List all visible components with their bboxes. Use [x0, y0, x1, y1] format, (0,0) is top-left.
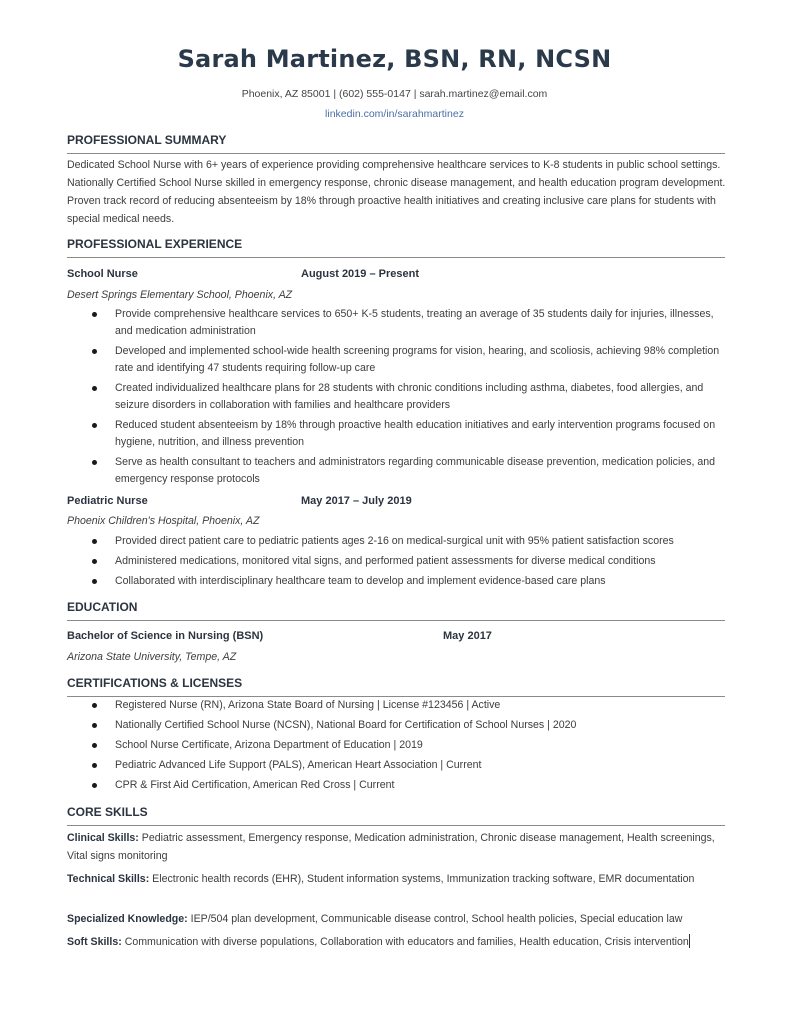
- bullet-item: Provided direct patient care to pediatric patients ages 2-16 on medical-surgical unit with 95% patient satisfaction scores: [0, 533, 721, 550]
- text-cursor: [689, 934, 690, 948]
- bullet-icon: [92, 423, 97, 428]
- bullet-icon: [92, 763, 97, 768]
- bullet-item: Created individualized healthcare plans for 28 students with chronic conditions including asthma, diabetes, food allergies, and seizure disorders in collaboration with families and healthcare providers: [0, 380, 721, 414]
- bullet-icon: [92, 703, 97, 708]
- certification-item: Nationally Certified School Nurse (NCSN), National Board for Certification of School Nurses | 2020: [0, 717, 721, 734]
- bullet-item: Developed and implemented school-wide health screening programs for vision, hearing, and scoliosis, achieving 98% completion rate and identifying 47 students requiring follow-up care: [0, 343, 721, 377]
- job-dates: May 2017 – July 2019: [301, 495, 412, 507]
- bullet-icon: [92, 386, 97, 391]
- bullet-icon: [92, 579, 97, 584]
- skill-group-technical: [67, 870, 727, 888]
- skill-list: Pediatric assessment, Emergency response, Medication administration, Chronic disease management, Health screenings, Vital signs monitoring: [67, 832, 715, 862]
- certification-item: Pediatric Advanced Life Support (PALS), American Heart Association | Current: [0, 757, 721, 774]
- bullet-item: Provide comprehensive healthcare services to 650+ K-5 students, treating an average of 35 students daily for injuries, illnesses, and medication administration: [0, 306, 721, 340]
- section-heading-education: EDUCATION: [67, 599, 725, 621]
- job-dates: August 2019 – Present: [301, 268, 419, 280]
- bullet-icon: [92, 723, 97, 728]
- bullet-item: Reduced student absenteeism by 18% through proactive health education initiatives and early intervention programs focused on hygiene, nutrition, and illness prevention: [0, 417, 721, 451]
- skill-group-specialized: [67, 910, 727, 928]
- bullet-icon: [92, 539, 97, 544]
- bullet-icon: [92, 460, 97, 465]
- contact-line: Phoenix, AZ 85001 | (602) 555-0147 | sarah.martinez@email.com: [241, 88, 548, 100]
- skill-label: Soft Skills:: [67, 936, 122, 948]
- job-bullets: [0, 306, 789, 488]
- bullet-icon: [92, 559, 97, 564]
- graduation-date: May 2017: [443, 630, 492, 642]
- skill-list: IEP/504 plan development, Communicable disease control, School health policies, Special education law: [187, 913, 683, 925]
- certification-item: CPR & First Aid Certification, American Red Cross | Current: [0, 777, 721, 794]
- skill-list: Communication with diverse populations, Collaboration with educators and families, Health education, Crisis intervention: [121, 936, 689, 948]
- job-title: Pediatric Nurse: [67, 495, 148, 507]
- summary-text: Dedicated School Nurse with 6+ years of experience providing comprehensive healthcare services to K-8 students in public school settings. Nationally Certified School Nurse skilled in emergency response, chronic disease management, and health education program development. Proven track record of reducing absenteeism by 18% through proactive health initiatives and creating inclusive care plans for students with special medical needs.: [67, 159, 726, 225]
- bullet-icon: [92, 783, 97, 788]
- skill-group-soft: [67, 933, 727, 951]
- job-organization: Desert Springs Elementary School, Phoenix, AZ: [67, 289, 293, 301]
- bullet-item: Serve as health consultant to teachers and administrators regarding communicable disease prevention, medication policies, and emergency response protocols: [0, 454, 721, 488]
- bullet-icon: [92, 743, 97, 748]
- job-bullets: [0, 533, 789, 590]
- skill-label: Technical Skills:: [67, 873, 150, 885]
- section-heading-experience: PROFESSIONAL EXPERIENCE: [67, 236, 725, 258]
- bullet-item: Collaborated with interdisciplinary healthcare team to develop and implement evidence-based care plans: [0, 573, 721, 590]
- certification-item: Registered Nurse (RN), Arizona State Board of Nursing | License #123456 | Active: [0, 697, 721, 714]
- job-title: School Nurse: [67, 268, 138, 280]
- section-heading-summary: PROFESSIONAL SUMMARY: [67, 132, 725, 154]
- certification-list: [0, 697, 789, 794]
- bullet-item: Administered medications, monitored vital signs, and performed patient assessments for diverse medical conditions: [0, 553, 721, 570]
- skill-label: Specialized Knowledge:: [67, 913, 188, 925]
- school: Arizona State University, Tempe, AZ: [67, 651, 237, 663]
- job-organization: Phoenix Children's Hospital, Phoenix, AZ: [67, 515, 260, 527]
- bullet-icon: [92, 349, 97, 354]
- skill-group-clinical: [67, 829, 727, 865]
- linkedin-link[interactable]: linkedin.com/in/sarahmartinez: [325, 108, 464, 120]
- degree: Bachelor of Science in Nursing (BSN): [67, 630, 264, 642]
- skill-list: Electronic health records (EHR), Student information systems, Immunization tracking software, EMR documentation: [149, 873, 695, 885]
- bullet-icon: [92, 312, 97, 317]
- candidate-name: Sarah Martinez, BSN, RN, NCSN: [177, 45, 612, 73]
- skill-label: Clinical Skills:: [67, 832, 139, 844]
- certification-item: School Nurse Certificate, Arizona Department of Education | 2019: [0, 737, 721, 754]
- section-heading-skills: CORE SKILLS: [67, 804, 725, 826]
- section-heading-certifications: CERTIFICATIONS & LICENSES: [67, 675, 725, 697]
